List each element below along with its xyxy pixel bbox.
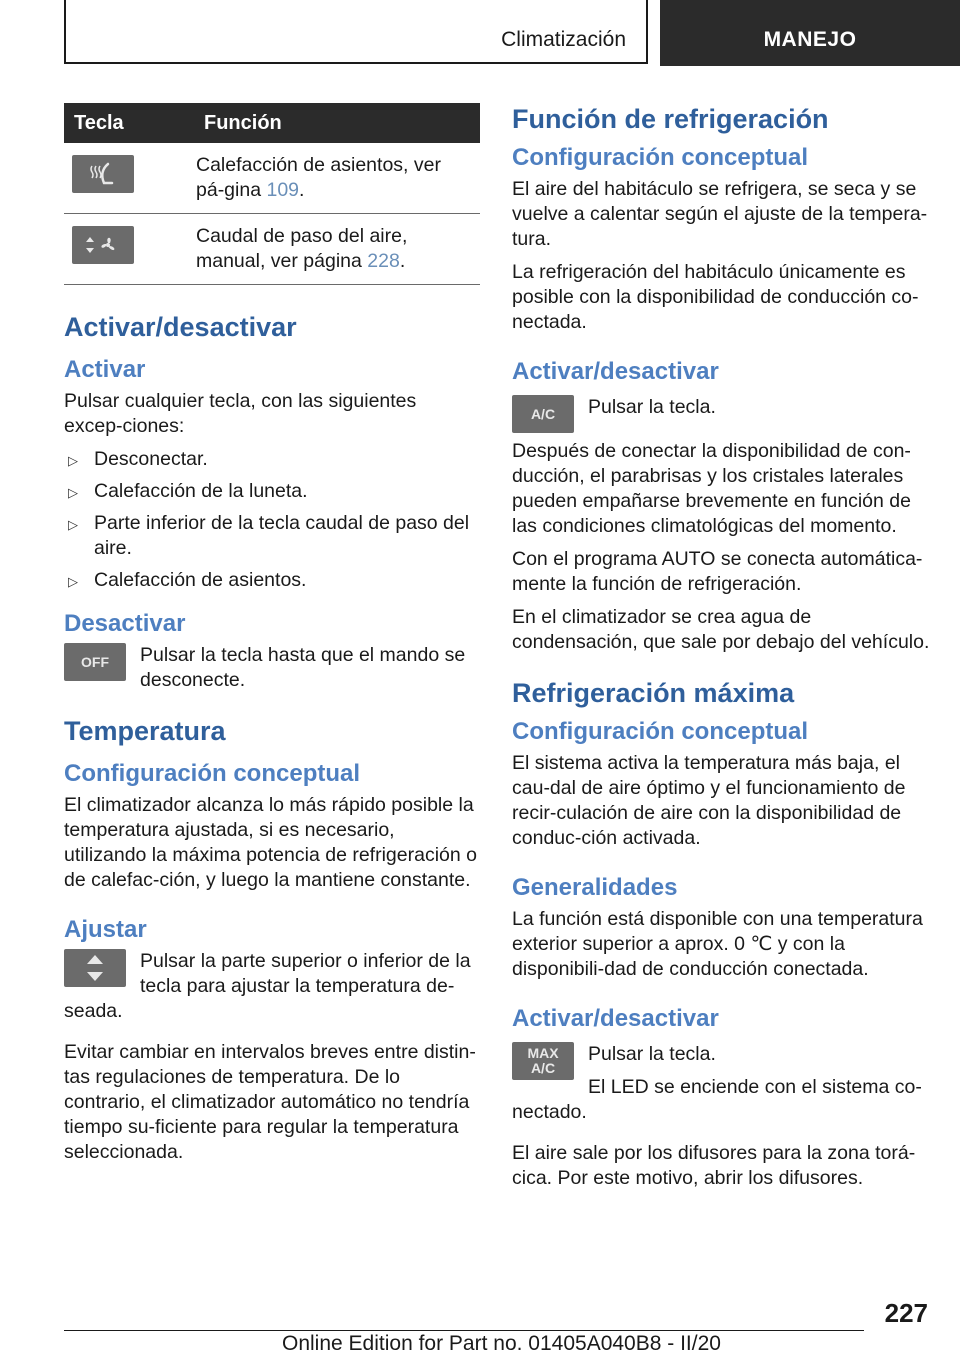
section-header-box (64, 0, 648, 64)
triangle-bullet-icon: ▷ (68, 517, 78, 532)
temperature-up-down-icon (64, 949, 126, 987)
heading-adjust: Ajustar (64, 916, 147, 943)
paragraph-adjust: Pulsar la parte superior o inferior de la tecla para ajustar la temperatura de-seada. (64, 950, 471, 1022)
heading-concept: Configuración conceptual (64, 760, 361, 787)
paragraph-auto: Con el programa AUTO se conecta automática-mente la función de refrigeración. (512, 548, 923, 595)
paragraph-after-start: Después de conectar la disponibilidad de con-ducción, el parabrisas y los cristales laterales pueden empañarse brevemente en función de las condiciones climatológicas del momento. (512, 440, 911, 537)
heading-activate-deactivate: Activar/desactivar (64, 312, 297, 342)
paragraph-avoid: Evitar cambiar en intervalos breves entre distin-tas regulaciones de temperatura. De lo contrario, el climatizador automático no tendría tiempo su-ficiente para regular la temperatura seleccionada. (64, 1041, 476, 1163)
list-item: ▷ Calefacción de asientos. (64, 568, 480, 593)
off-key-icon: OFF (64, 643, 126, 681)
section-title: Climatización (501, 28, 626, 51)
paragraph-max-cooling: El sistema activa la temperatura más baja, el cau-dal de aire óptimo y el funcionamiento de recir-culación de aire con la disponibilidad de conduc-ción activada. (512, 752, 906, 849)
list-item: ▷ Desconectar. (64, 447, 480, 472)
page-reference-link[interactable]: 109 (266, 179, 300, 201)
paragraph-condensation: En el climatizador se crea agua de condensación, que sale por debajo del vehículo. (512, 606, 930, 653)
seat-heating-icon (72, 155, 134, 193)
heading-activate-deactivate: Activar/desactivar (512, 358, 719, 385)
paragraph-concept-1: El aire del habitáculo se refrigera, se seca y se vuelve a calentar según el ajuste de la tempera-tura. (512, 178, 928, 250)
paragraph-air-vents: El aire sale por los difusores para la zona torá-cica. Por este motivo, abrir los difusores. (512, 1142, 916, 1189)
chapter-title: MANEJO (763, 28, 857, 51)
paragraph-concept: El climatizador alcanza lo más rápido posible la temperatura ajustada, si es necesario, utilizando la máxima potencia de refrigeración o de calefac-ción, y luego la mantiene constante. (64, 794, 477, 891)
key-function-table (64, 103, 480, 285)
chapter-tab (660, 0, 960, 66)
list-item: ▷ Parte inferior de la tecla caudal de paso del aire. (68, 512, 470, 559)
page-reference-link[interactable]: 228 (367, 250, 400, 272)
right-column (512, 103, 930, 1199)
left-column (64, 103, 480, 1173)
paragraph-concept-2: La refrigeración del habitáculo únicamente es posible con la disponibilidad de conducción co-nectada. (512, 261, 919, 333)
page-number: 227 (884, 1298, 928, 1328)
heading-deactivate: Desactivar (64, 610, 186, 637)
heading-general: Generalidades (512, 874, 678, 901)
list-item: ▷ Calefacción de la luneta. (64, 479, 480, 504)
heading-temperature: Temperatura (64, 716, 226, 746)
paragraph-general: La función está disponible con una temperatura exterior superior a aprox. 0 ℃ y con la disponibili-dad de conducción conectada. (512, 908, 923, 980)
table-header-key: Tecla (64, 103, 182, 143)
exception-list (64, 447, 480, 593)
paragraph-activate: Pulsar cualquier tecla, con las siguientes excep-ciones: (64, 390, 417, 437)
heading-concept: Configuración conceptual (512, 718, 809, 745)
table-row (64, 214, 480, 285)
footer-edition: Online Edition for Part no. 01405A040B8 - II/20 (282, 1332, 721, 1355)
page-header (0, 0, 960, 66)
paragraph-led: El LED se enciende con el sistema co-nectado. (512, 1076, 922, 1123)
heading-max-cooling: Refrigeración máxima (512, 678, 795, 708)
heading-activate-deactivate: Activar/desactivar (512, 1005, 719, 1032)
triangle-bullet-icon: ▷ (68, 453, 78, 468)
triangle-bullet-icon: ▷ (68, 574, 78, 589)
table-cell-function: Caudal de paso del aire, manual, ver página 228. (182, 214, 480, 285)
footer-divider (64, 1330, 864, 1331)
table-cell-function: Calefacción de asientos, ver pá-gina 109. (182, 143, 480, 214)
table-header-function: Función (182, 103, 480, 143)
paragraph-press-key: Pulsar la tecla. (588, 396, 716, 418)
heading-cooling-function: Función de refrigeración (512, 104, 829, 134)
ac-key-icon: A/C (512, 395, 574, 433)
max-ac-key-icon: MAX A/C (512, 1042, 574, 1080)
heading-activate: Activar (64, 356, 146, 383)
paragraph-press-key: Pulsar la tecla. (588, 1043, 716, 1065)
paragraph-deactivate: Pulsar la tecla hasta que el mando se desconecte. (140, 644, 466, 691)
table-header-row (64, 103, 480, 143)
triangle-bullet-icon: ▷ (68, 485, 78, 500)
table-row (64, 143, 480, 214)
heading-concept: Configuración conceptual (512, 144, 809, 171)
air-flow-icon (72, 226, 134, 264)
